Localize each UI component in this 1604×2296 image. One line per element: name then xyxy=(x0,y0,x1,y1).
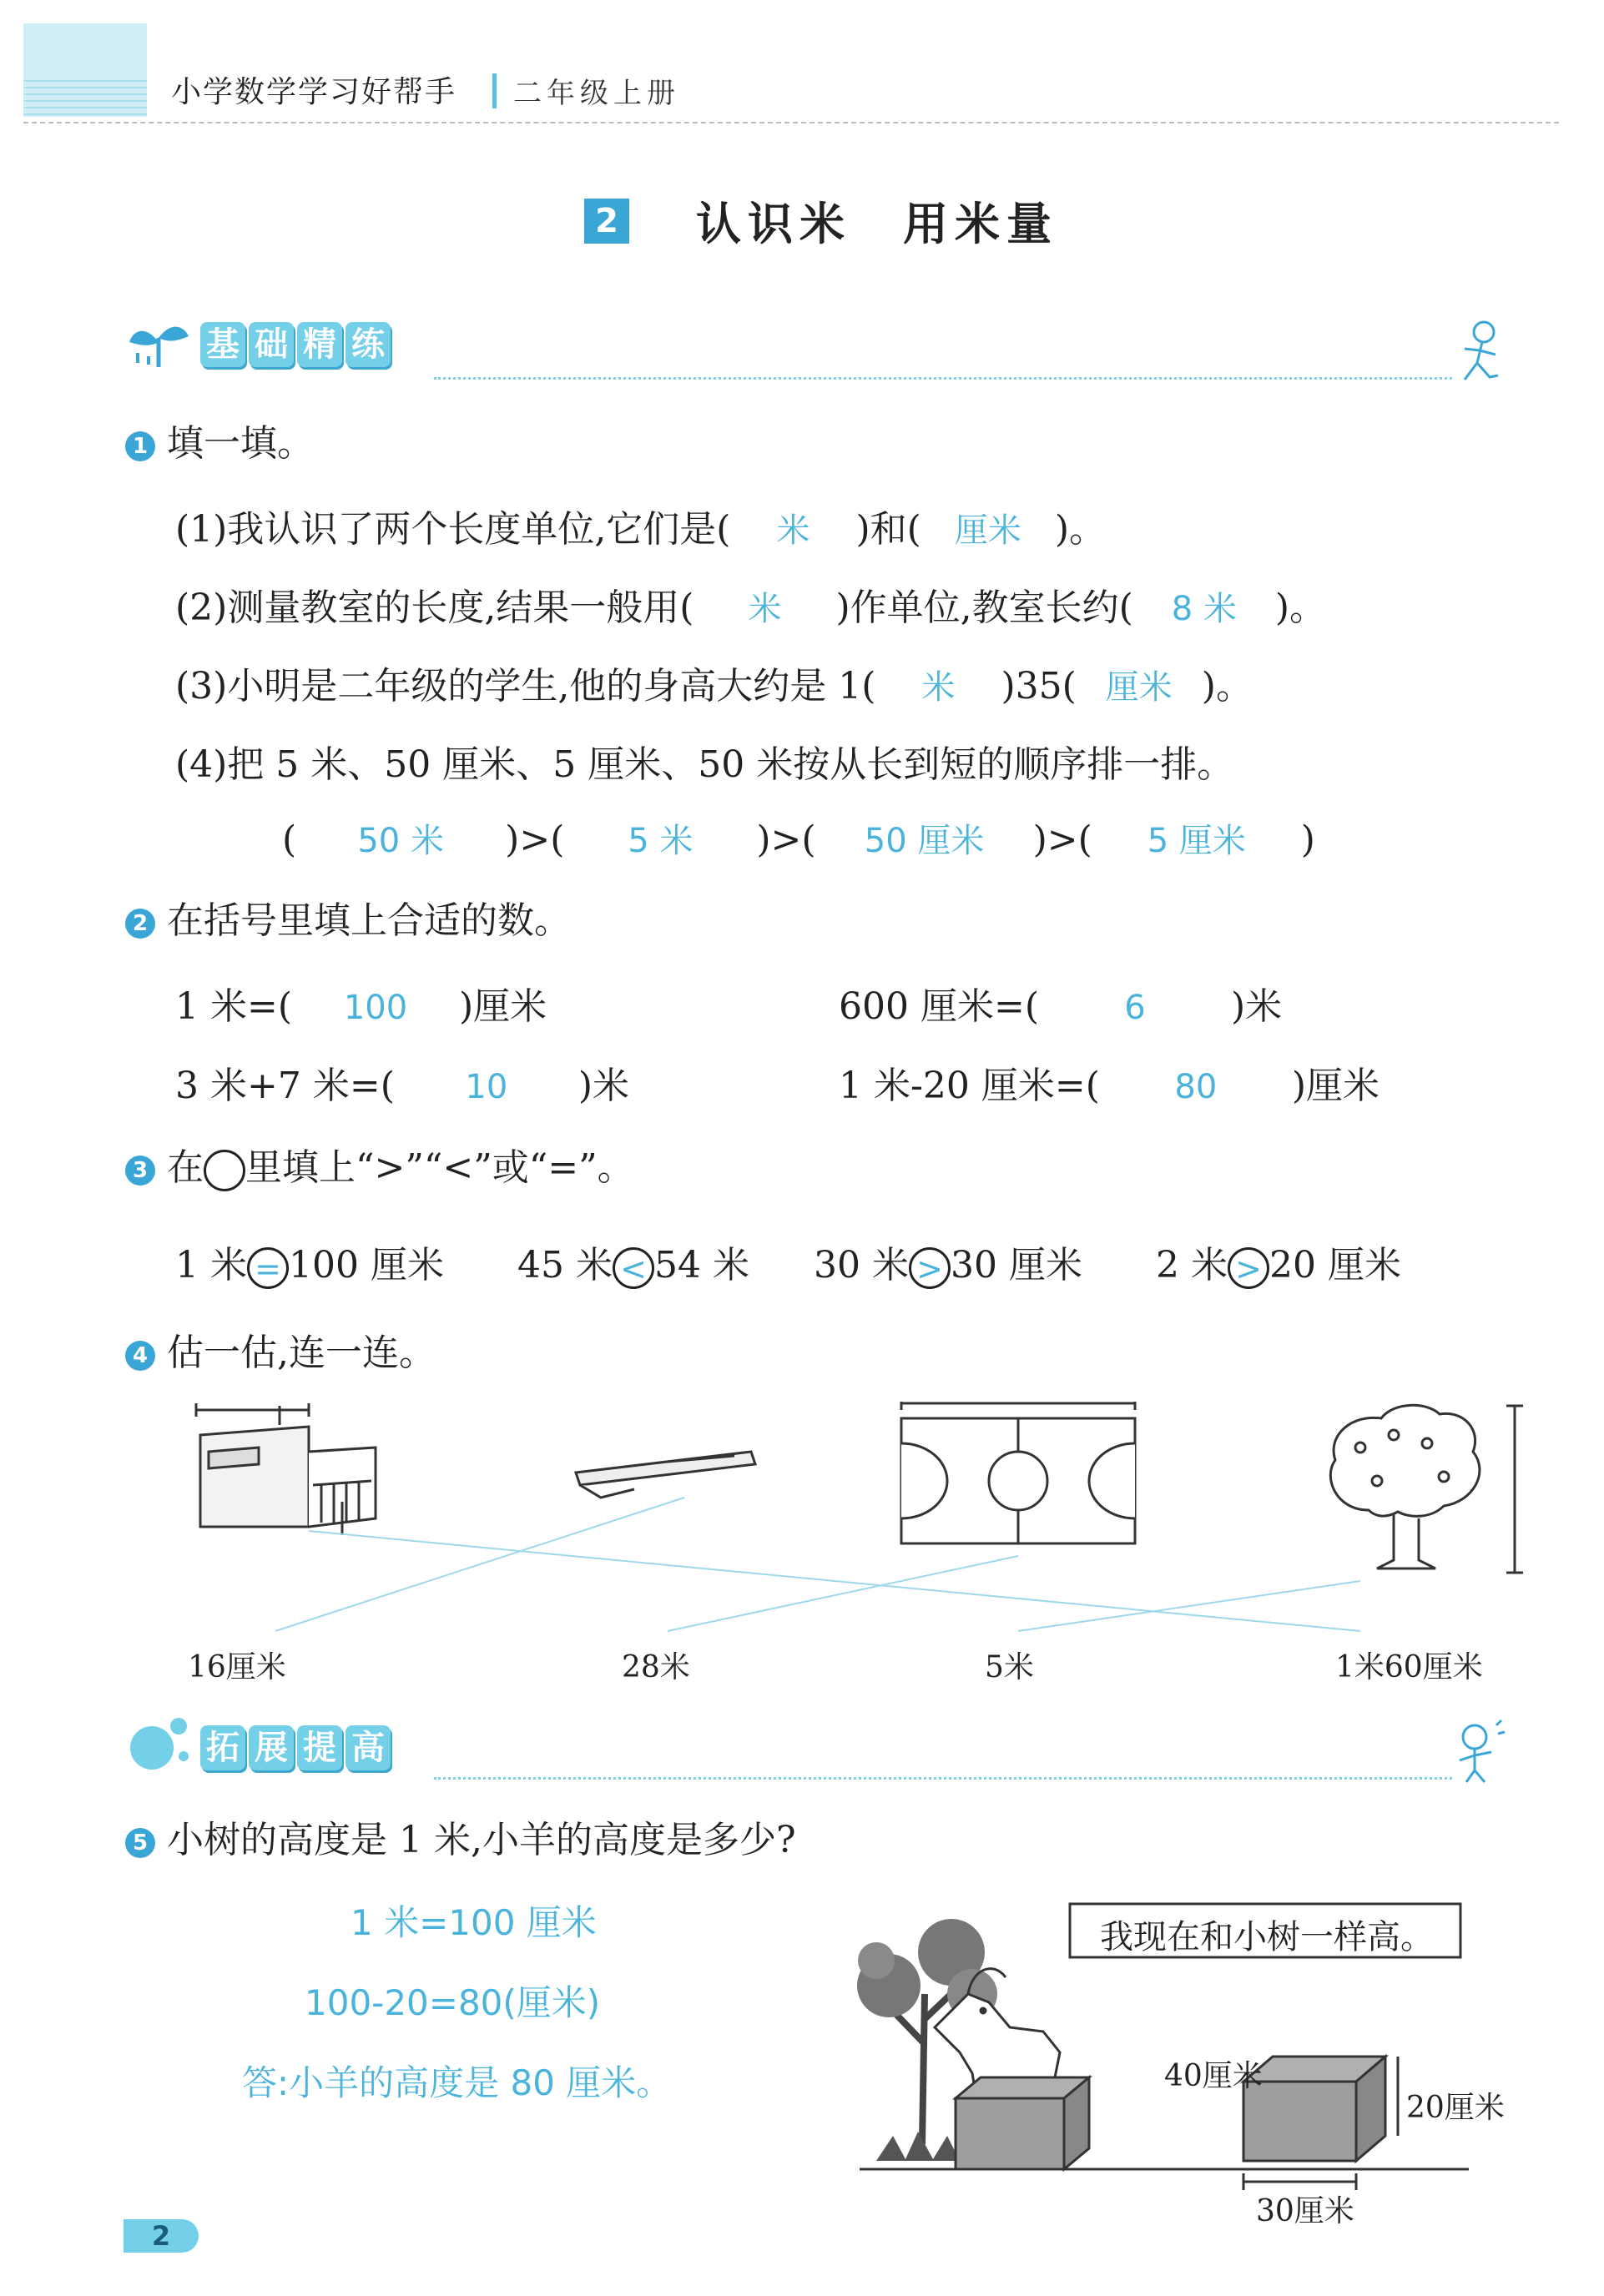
q4-title-row xyxy=(125,1328,436,1378)
q4-picture-row xyxy=(167,1402,1536,1652)
section-basic-char: 基 xyxy=(200,322,245,367)
section-basic-char: 精 xyxy=(297,322,342,367)
answer: 100 xyxy=(343,989,408,1027)
q3-item-1 xyxy=(175,1235,444,1289)
text: )>( xyxy=(505,818,565,861)
q4-label-4: 1米60厘米 xyxy=(1335,1650,1483,1684)
section-basic-char: 练 xyxy=(346,322,391,367)
text: (1)我认识了两个长度单位,它们是( xyxy=(175,508,731,551)
answer: 8 米 xyxy=(1171,590,1237,628)
q5-work-line-1: 1 米=100 厘米 xyxy=(351,1902,597,1943)
dim-label-height: 20厘米 xyxy=(1406,2091,1505,2125)
answer: 厘米 xyxy=(954,511,1021,550)
q1-number: 1 xyxy=(125,431,155,461)
q3-title-pre: 在 xyxy=(167,1146,204,1189)
q4-number: 4 xyxy=(125,1341,155,1371)
section-basic-rule xyxy=(434,377,1452,380)
text: 45 米 xyxy=(517,1244,613,1286)
basketball-court-icon xyxy=(901,1402,1135,1543)
q2-number: 2 xyxy=(125,909,155,939)
text: ( xyxy=(282,818,297,861)
answer: 10 xyxy=(465,1068,508,1106)
q2-item-3 xyxy=(175,1055,629,1109)
q3-title-row xyxy=(125,1143,634,1193)
section-extend-char: 高 xyxy=(346,1725,391,1770)
empty-circle-icon xyxy=(204,1150,245,1191)
header-stripes xyxy=(23,75,147,117)
text: 600 厘米=( xyxy=(839,985,1040,1028)
text: )和( xyxy=(855,508,921,551)
text: 1 米-20 厘米=( xyxy=(839,1065,1100,1107)
text: 100 厘米 xyxy=(288,1244,444,1286)
q1-title-row xyxy=(125,419,314,469)
answer: 5 厘米 xyxy=(1147,822,1246,860)
text: ) xyxy=(1300,818,1315,861)
text: )作单位,教室长约( xyxy=(835,587,1133,629)
section-extend-char: 提 xyxy=(297,1725,342,1770)
answer: 80 xyxy=(1174,1068,1218,1106)
q2-title: 在括号里填上合适的数。 xyxy=(167,899,571,942)
q5-number: 5 xyxy=(125,1828,155,1858)
text: 54 米 xyxy=(653,1244,749,1286)
match-line-tree xyxy=(1018,1581,1360,1631)
section-extend-char: 展 xyxy=(249,1725,294,1770)
q2-item-1 xyxy=(175,976,547,1030)
answer: 米 xyxy=(921,668,956,707)
compare-circle: = xyxy=(247,1247,289,1289)
box-under-goat xyxy=(956,2077,1089,2169)
answer: 厘米 xyxy=(1105,668,1173,707)
text: )>( xyxy=(1032,818,1092,861)
text: )。 xyxy=(1274,587,1326,629)
lesson-number-badge: 2 xyxy=(584,199,629,244)
answer: 米 xyxy=(776,511,810,550)
q3-item-2 xyxy=(517,1235,749,1289)
compare-circle: > xyxy=(909,1247,951,1289)
section-extend-rule xyxy=(434,1777,1452,1780)
running-kid-icon xyxy=(1452,317,1511,395)
text: )。 xyxy=(1054,508,1106,551)
header-subtitle: 二年级上册 xyxy=(513,77,680,110)
text: )厘米 xyxy=(459,985,547,1028)
crib-icon xyxy=(196,1403,376,1535)
q1-item-4: (4)把 5 米、50 厘米、5 厘米、50 米按从长到短的顺序排一排。 xyxy=(175,743,1234,786)
text: )35( xyxy=(1001,665,1077,707)
answer: 6 xyxy=(1124,989,1146,1027)
text: 3 米+7 米=( xyxy=(175,1065,395,1107)
q1-item-1 xyxy=(175,499,1106,552)
q3-number: 3 xyxy=(125,1156,155,1186)
section-extend-heading xyxy=(200,1725,394,1770)
section-basic-heading xyxy=(200,322,394,367)
answer: 米 xyxy=(748,590,782,628)
q3-item-4 xyxy=(1156,1235,1401,1289)
text: )米 xyxy=(1231,985,1283,1028)
text: 30 厘米 xyxy=(950,1244,1082,1286)
q5-work-line-2: 100-20=80(厘米) xyxy=(305,1982,601,2023)
text: 1 米 xyxy=(175,1244,247,1286)
answer: 5 米 xyxy=(628,822,694,860)
q1-title: 填一填。 xyxy=(167,422,314,465)
q1-item-3 xyxy=(175,656,1253,709)
q1-item-2 xyxy=(175,577,1326,631)
text: 30 米 xyxy=(814,1244,909,1286)
page-number: 2 xyxy=(124,2219,199,2253)
dim-label-width: 30厘米 xyxy=(1256,2194,1354,2228)
tree-icon xyxy=(1330,1405,1523,1573)
answer: 50 米 xyxy=(357,822,444,860)
dim-label-depth: 40厘米 xyxy=(1164,2059,1263,2093)
section-basic-char: 础 xyxy=(249,322,294,367)
q1-order-row xyxy=(282,814,1315,862)
header-dashed-rule xyxy=(23,122,1559,123)
match-line-crib xyxy=(309,1531,1360,1631)
header-divider xyxy=(492,73,497,108)
text: (2)测量教室的长度,结果一般用( xyxy=(175,587,694,629)
pocket-knife-icon xyxy=(576,1452,755,1498)
bubbles-icon xyxy=(125,1714,192,1776)
q5-title: 小树的高度是 1 米,小羊的高度是多少? xyxy=(167,1819,796,1861)
text: )厘米 xyxy=(1291,1065,1380,1107)
q3-item-3 xyxy=(814,1235,1082,1289)
q3-title-post: 里填上“>”“<”或“=”。 xyxy=(245,1146,634,1189)
header-title: 小学数学学习好帮手 xyxy=(171,75,457,109)
match-lines xyxy=(275,1498,1360,1631)
compare-circle: > xyxy=(1228,1247,1269,1289)
text: 20 厘米 xyxy=(1269,1244,1401,1286)
q2-title-row xyxy=(125,896,571,946)
text: (3)小明是二年级的学生,他的身高大约是 1( xyxy=(175,665,876,707)
lesson-title: 认识米 用米量 xyxy=(696,198,1058,250)
q5-work-line-3: 答:小羊的高度是 80 厘米。 xyxy=(242,2062,672,2103)
answer: 50 厘米 xyxy=(864,822,985,860)
q4-label-3: 5米 xyxy=(985,1650,1034,1684)
text: )>( xyxy=(756,818,816,861)
sprout-icon xyxy=(125,313,192,375)
text: 1 米=( xyxy=(175,985,293,1028)
q4-title: 估一估,连一连。 xyxy=(167,1332,436,1374)
text: 2 米 xyxy=(1156,1244,1228,1286)
thinking-kid-icon xyxy=(1448,1719,1506,1789)
text: )。 xyxy=(1201,665,1253,707)
compare-circle: < xyxy=(613,1247,654,1289)
text: )米 xyxy=(578,1065,630,1107)
q4-label-1: 16厘米 xyxy=(188,1650,286,1684)
section-extend-char: 拓 xyxy=(200,1725,245,1770)
q2-item-2 xyxy=(839,976,1282,1030)
speech-bubble-text: 我现在和小树一样高。 xyxy=(1100,1918,1434,1956)
q4-label-2: 28米 xyxy=(622,1650,690,1684)
q2-item-4 xyxy=(839,1055,1380,1109)
q5-title-row xyxy=(125,1815,796,1866)
